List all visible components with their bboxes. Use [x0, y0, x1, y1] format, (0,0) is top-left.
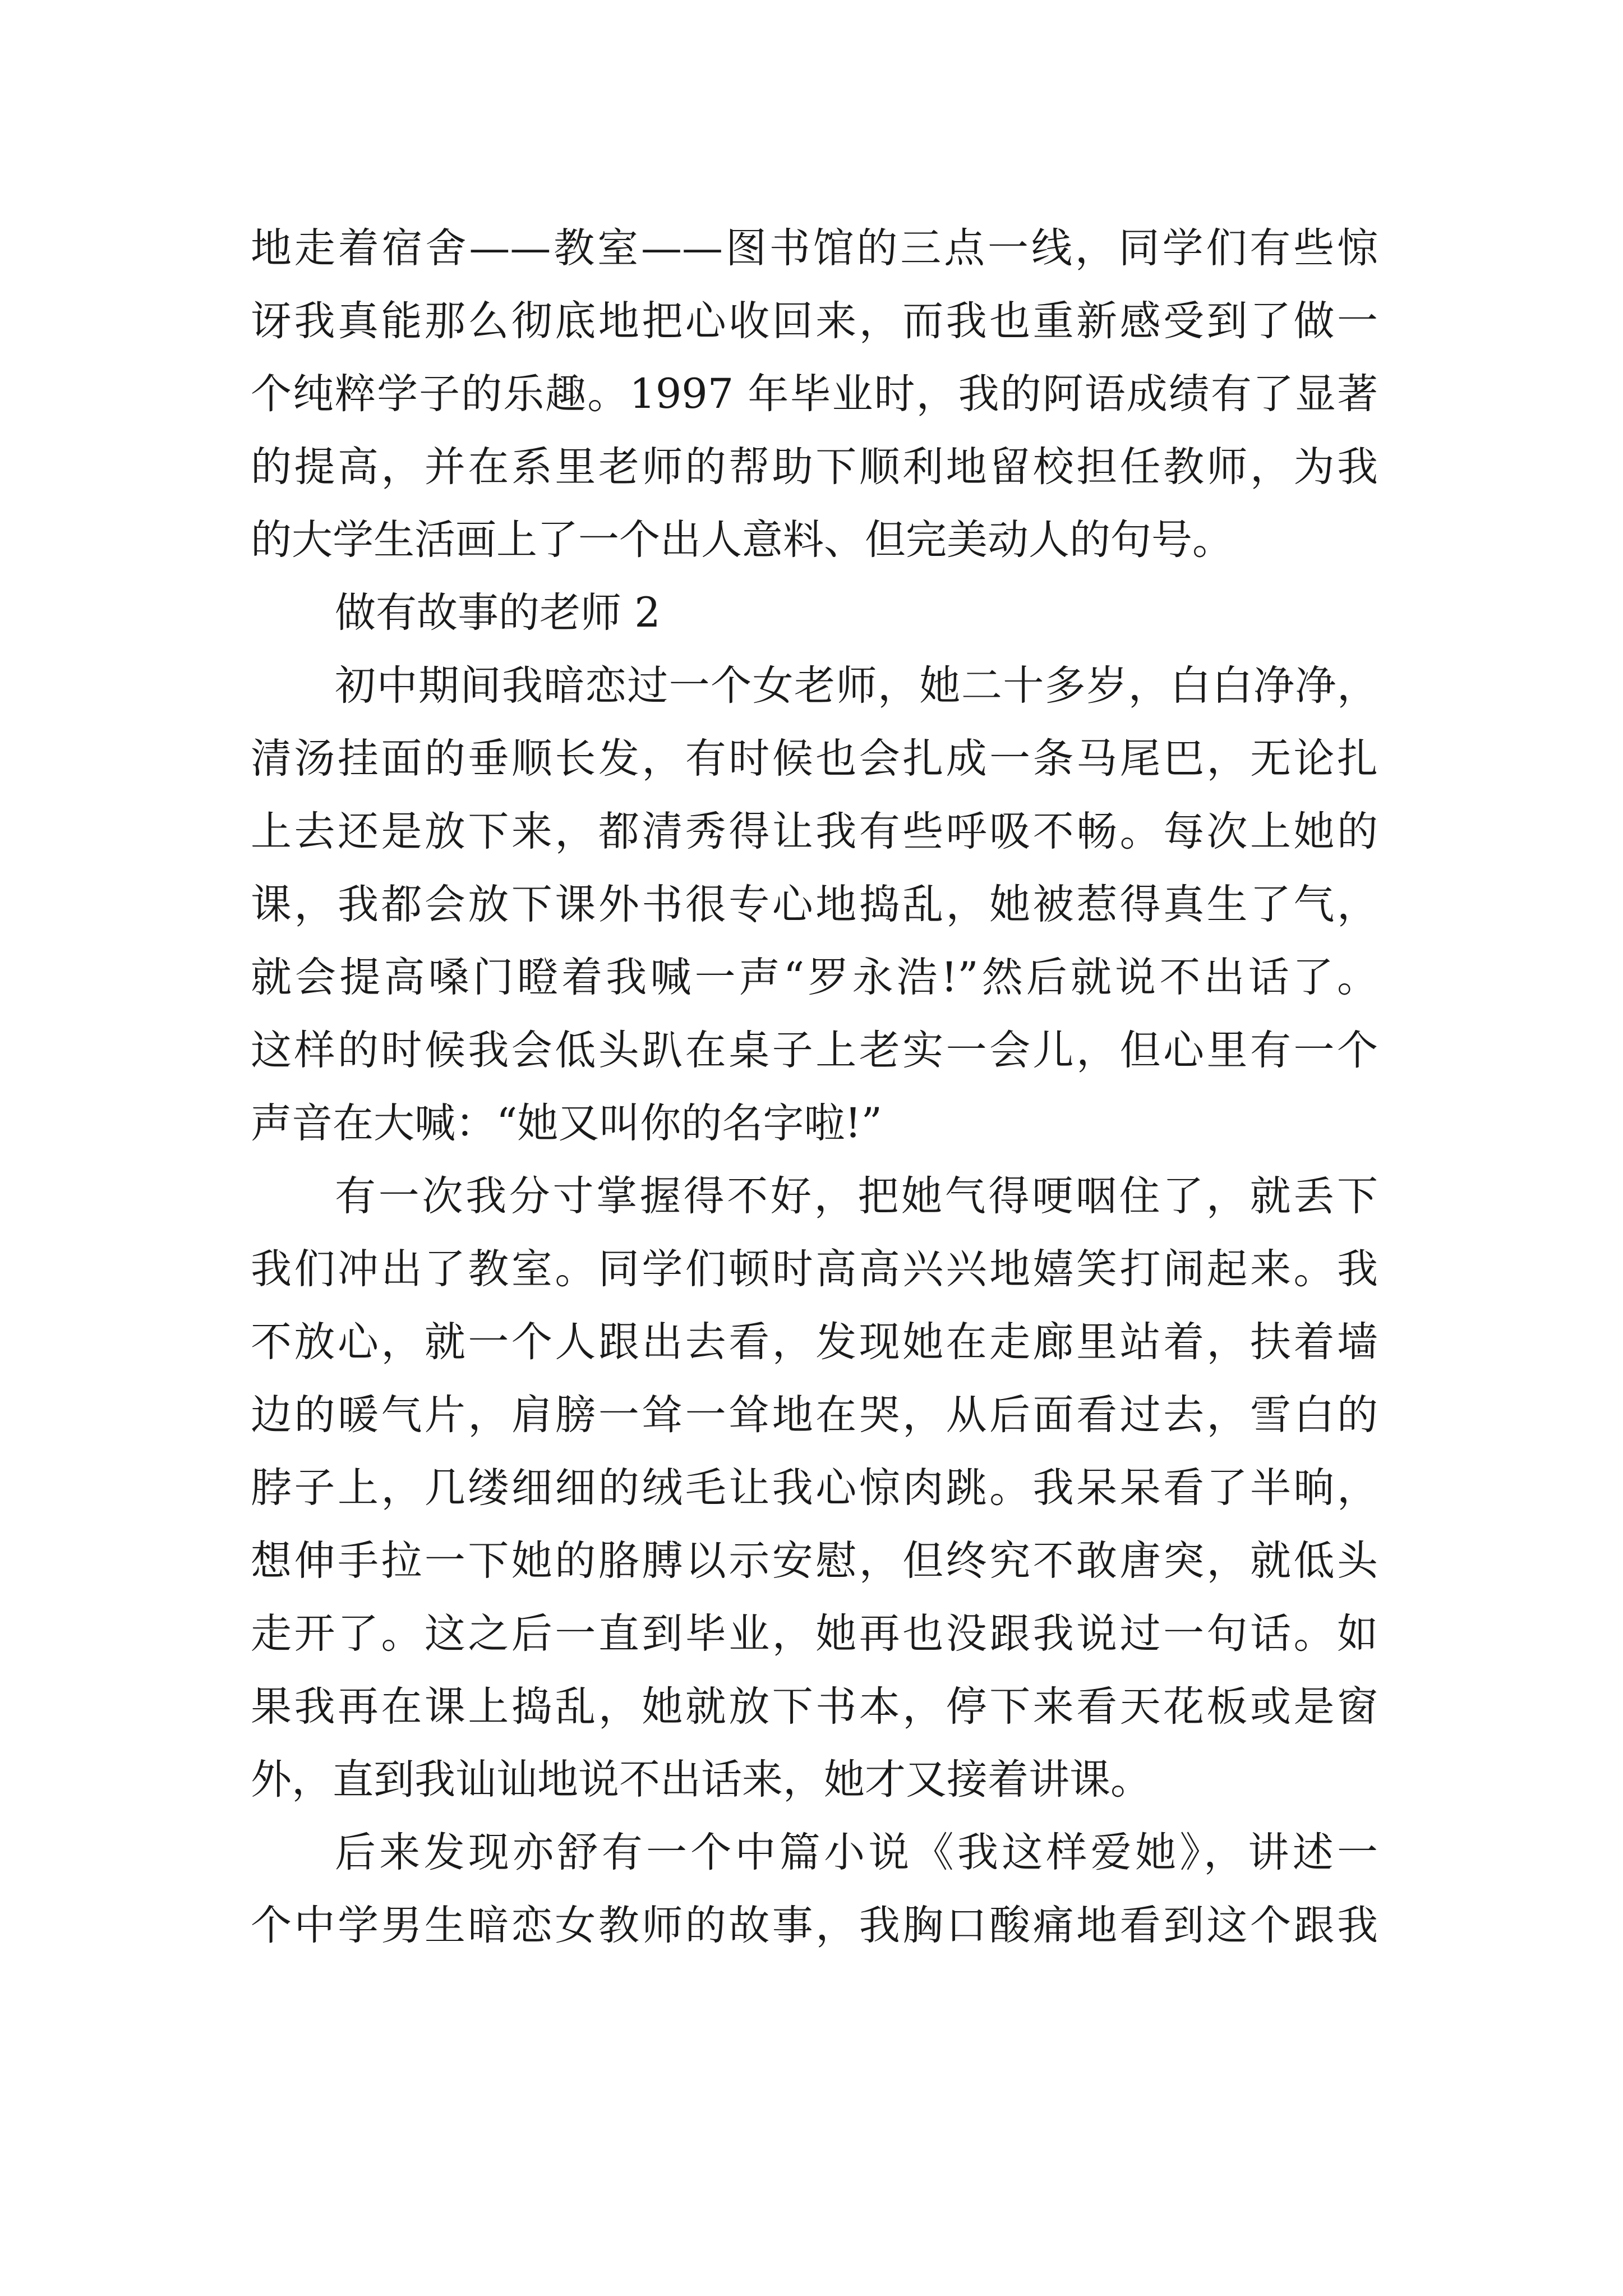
section-heading: 做有故事的老师 2 — [335, 589, 661, 637]
paragraph-line: 边的暖气片，肩膀一耸一耸地在哭，从后面看过去，雪白的 — [251, 1391, 1378, 1439]
paragraph-line: 脖子上，几缕细细的绒毛让我心惊肉跳。我呆呆看了半晌， — [251, 1464, 1378, 1512]
paragraph-line: 我们冲出了教室。同学们顿时高高兴兴地嬉笑打闹起来。我 — [251, 1245, 1378, 1293]
paragraph-line: 初中期间我暗恋过一个女老师，她二十多岁，白白净净， — [335, 662, 1378, 710]
paragraph-line: 个纯粹学子的乐趣。1997 年毕业时，我的阿语成绩有了显著 — [251, 370, 1378, 418]
paragraph-line: 地走着宿舍——教室——图书馆的三点一线，同学们有些惊 — [251, 224, 1378, 272]
paragraph-line: 不放心，就一个人跟出去看，发现她在走廊里站着，扶着墙 — [251, 1318, 1378, 1366]
paragraph-line: 个中学男生暗恋女教师的故事，我胸口酸痛地看到这个跟我 — [251, 1902, 1378, 1949]
paragraph-line: 想伸手拉一下她的胳膊以示安慰，但终究不敢唐突，就低头 — [251, 1537, 1378, 1585]
paragraph-line: 的提高，并在系里老师的帮助下顺利地留校担任教师，为我 — [251, 443, 1378, 491]
paragraph-line: 外，直到我讪讪地说不出话来，她才又接着讲课。 — [251, 1756, 1151, 1803]
paragraph-line: 这样的时候我会低头趴在桌子上老实一会儿，但心里有一个 — [251, 1027, 1378, 1074]
paragraph-line: 的大学生活画上了一个出人意料、但完美动人的句号。 — [251, 516, 1233, 564]
paragraph-line: 走开了。这之后一直到毕业，她再也没跟我说过一句话。如 — [251, 1610, 1378, 1658]
paragraph-line: 后来发现亦舒有一个中篇小说《我这样爱她》，讲述一 — [335, 1829, 1378, 1876]
paragraph-line: 上去还是放下来，都清秀得让我有些呼吸不畅。每次上她的 — [251, 808, 1378, 855]
paragraph-line: 课，我都会放下课外书很专心地捣乱，她被惹得真生了气， — [251, 881, 1378, 928]
paragraph-line: 声音在大喊：“她又叫你的名字啦!” — [251, 1099, 882, 1147]
paragraph-line: 有一次我分寸掌握得不好，把她气得哽咽住了，就丢下 — [335, 1172, 1378, 1220]
paragraph-line: 就会提高嗓门瞪着我喊一声“罗永浩!”然后就说不出话了。 — [251, 954, 1378, 1001]
paragraph-line: 果我再在课上捣乱，她就放下书本，停下来看天花板或是窗 — [251, 1683, 1378, 1731]
paragraph-line: 清汤挂面的垂顺长发，有时候也会扎成一条马尾巴，无论扎 — [251, 735, 1378, 783]
paragraph-line: 讶我真能那么彻底地把心收回来，而我也重新感受到了做一 — [251, 297, 1378, 345]
